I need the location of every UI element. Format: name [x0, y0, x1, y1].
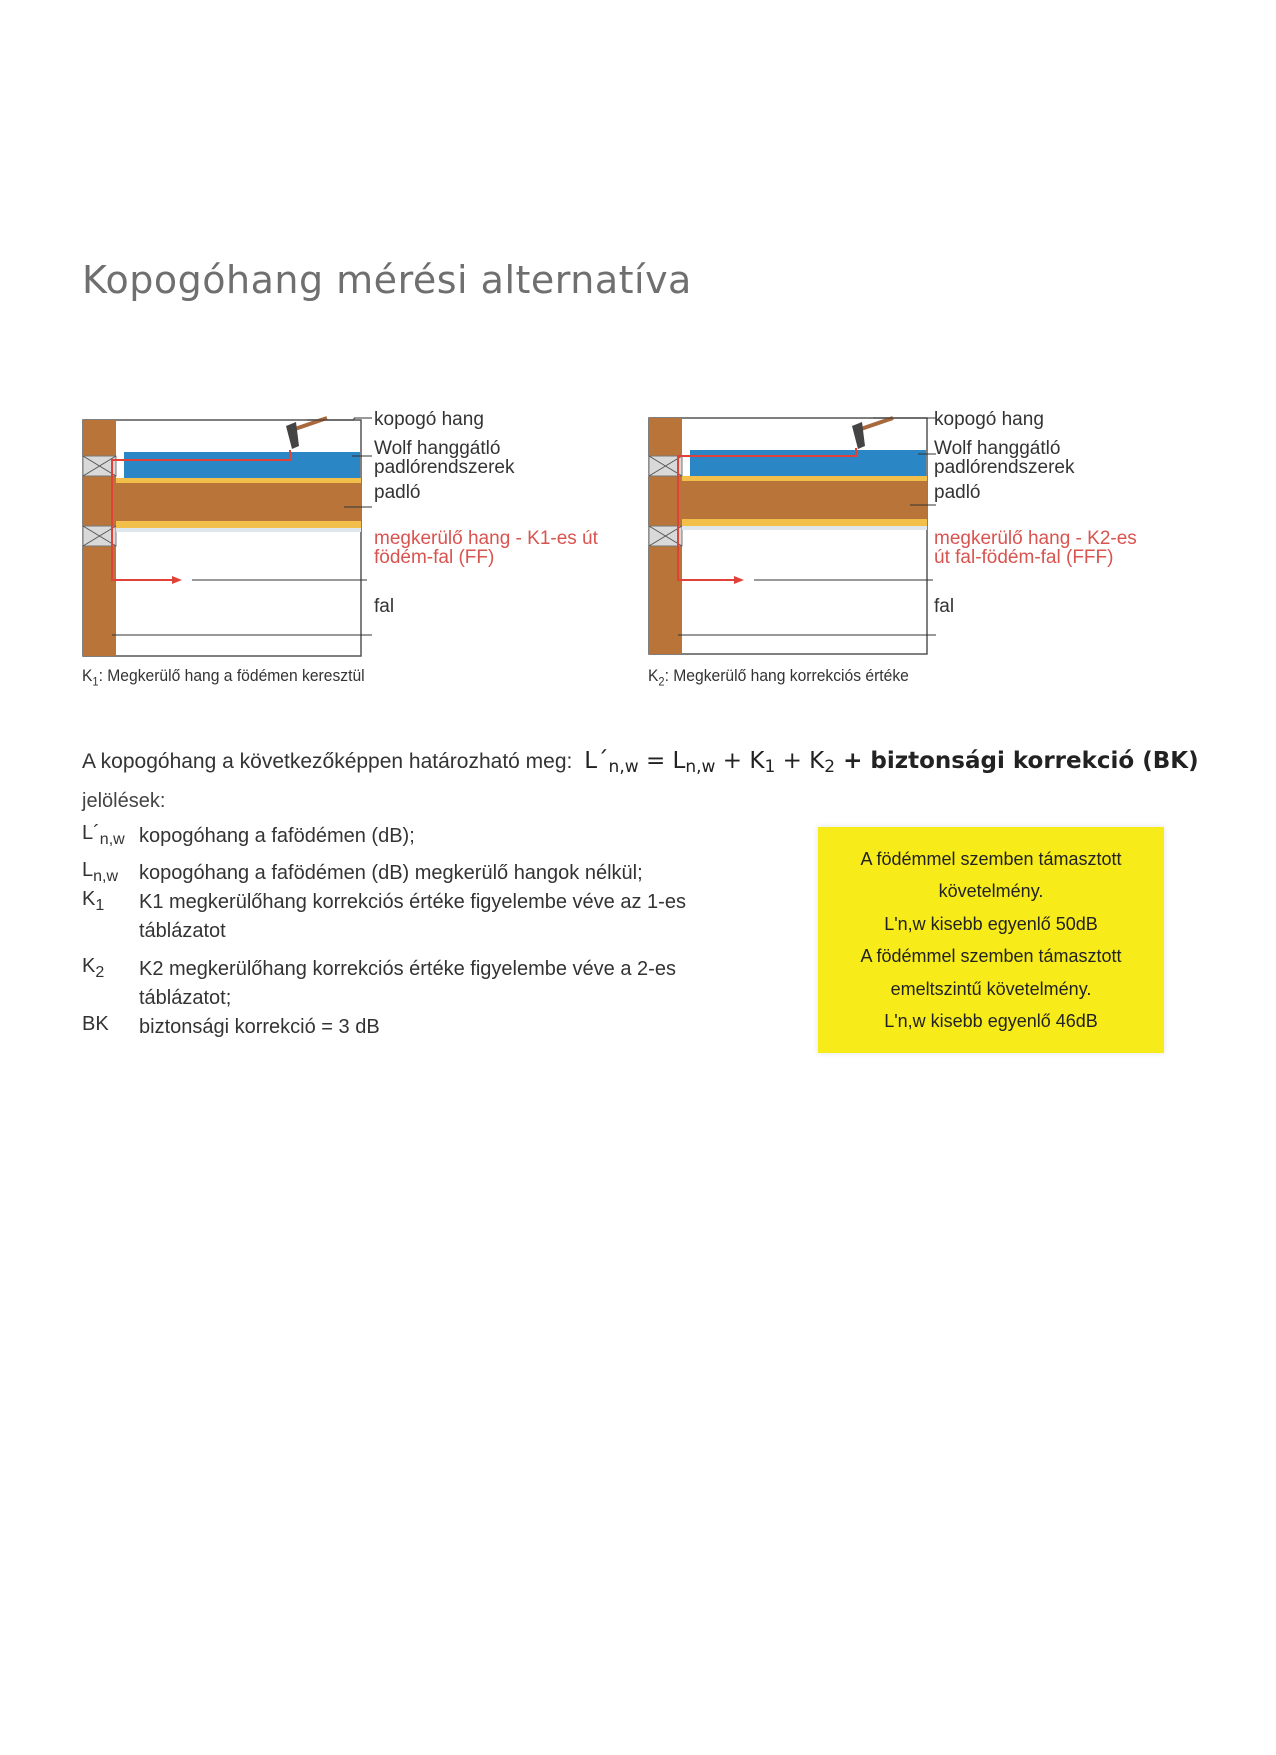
formula-intro: A kopogóhang a következőképpen határozható meg:	[82, 750, 573, 773]
caption-index: 1	[92, 674, 99, 689]
requirement-box	[818, 827, 1164, 1053]
formula-lhs: L´	[584, 748, 609, 774]
definition-k2	[82, 955, 782, 1015]
label-system-line2: padlórendszerek	[934, 457, 1075, 478]
label-flank-line2: födém-fal (FF)	[374, 547, 495, 568]
requirement-line: L'n,w kisebb egyenlő 50dB	[884, 913, 1098, 934]
definition-symbol: $K_1$	[82, 888, 105, 914]
page-title: Kopogóhang mérési alternatíva	[82, 258, 692, 302]
formula-rest: + biztonsági korrekció (BK)	[835, 748, 1199, 774]
definition-symbol: $L´_{n,w}$	[82, 822, 125, 848]
diagram-k1	[82, 410, 642, 660]
label-wall: fal	[934, 596, 955, 617]
label-flank-line1: megkerülő hang - K1-es út	[374, 528, 598, 549]
label-floor: padló	[374, 482, 421, 503]
definition-text: kopogóhang a fafödémen (dB) megkerülő hangok nélkül;	[139, 862, 643, 884]
label-wall: fal	[374, 596, 395, 617]
formula-l: L	[672, 748, 686, 774]
formula-k1-sub: 1	[764, 757, 776, 777]
formula-equals: =	[638, 748, 673, 774]
requirement-line: A födémmel szemben támasztott	[860, 946, 1122, 966]
diagram-k2	[648, 410, 1208, 660]
formula-k1: + K	[715, 748, 765, 774]
label-system-line1: Wolf hanggátló	[374, 438, 501, 459]
label-flank-line2: út fal-födém-fal (FFF)	[934, 547, 1114, 568]
definition-bk	[82, 1013, 782, 1047]
definition-text: K2 megkerülőhang korrekciós értéke figyelembe véve a 2-es táblázatot;	[139, 958, 676, 1009]
definition-symbol: $L_{n,w}$	[82, 859, 119, 885]
requirement-line: A födémmel szemben támasztott	[860, 848, 1122, 869]
definition-text: K1 megkerülőhang korrekciós értéke figyelembe véve az 1-es táblázatot	[139, 891, 686, 942]
caption-text: : Megkerülő hang korrekciós értéke	[664, 666, 909, 685]
label-impact-sound: kopogó hang	[934, 409, 1044, 430]
formula-k2-sub: 2	[824, 757, 836, 777]
definition-lnw-prime	[82, 822, 782, 856]
definition-text: biztonsági korrekció = 3 dB	[139, 1016, 380, 1038]
notes-label: jelölések:	[82, 790, 166, 812]
caption-index: 2	[658, 674, 665, 689]
definition-text: kopogóhang a faföd​émen (dB);	[139, 825, 415, 847]
caption-text: : Megkerülő hang a födémen keresztül	[98, 666, 365, 685]
definition-symbol: BK	[82, 1013, 109, 1035]
formula-equation	[584, 748, 1199, 777]
diagram-k2-caption	[648, 666, 909, 688]
requirement-line: emeltszintű követelmény.	[890, 978, 1092, 999]
requirement-line: követelmény.	[938, 881, 1044, 901]
diagram-k1-caption	[82, 666, 365, 688]
label-floor: padló	[934, 482, 981, 503]
caption-symbol: K	[648, 666, 659, 685]
definition-k1	[82, 888, 782, 948]
definition-symbol: $K_2$	[82, 955, 105, 981]
label-flank-line1: megkerülő hang - K2-es	[934, 528, 1137, 549]
requirement-line: L'n,w kisebb egyenlő 46dB	[884, 1011, 1098, 1031]
label-system-line1: Wolf hanggátló	[934, 438, 1061, 459]
formula-k2: + K	[775, 748, 825, 774]
formula-l-sub: n,w	[685, 757, 716, 777]
label-impact-sound: kopogó hang	[374, 409, 484, 430]
label-system-line2: padlórendszerek	[374, 457, 515, 478]
formula-lhs-sub: n,w	[608, 757, 639, 777]
formula-line	[82, 748, 1199, 777]
caption-symbol: K	[82, 666, 93, 685]
